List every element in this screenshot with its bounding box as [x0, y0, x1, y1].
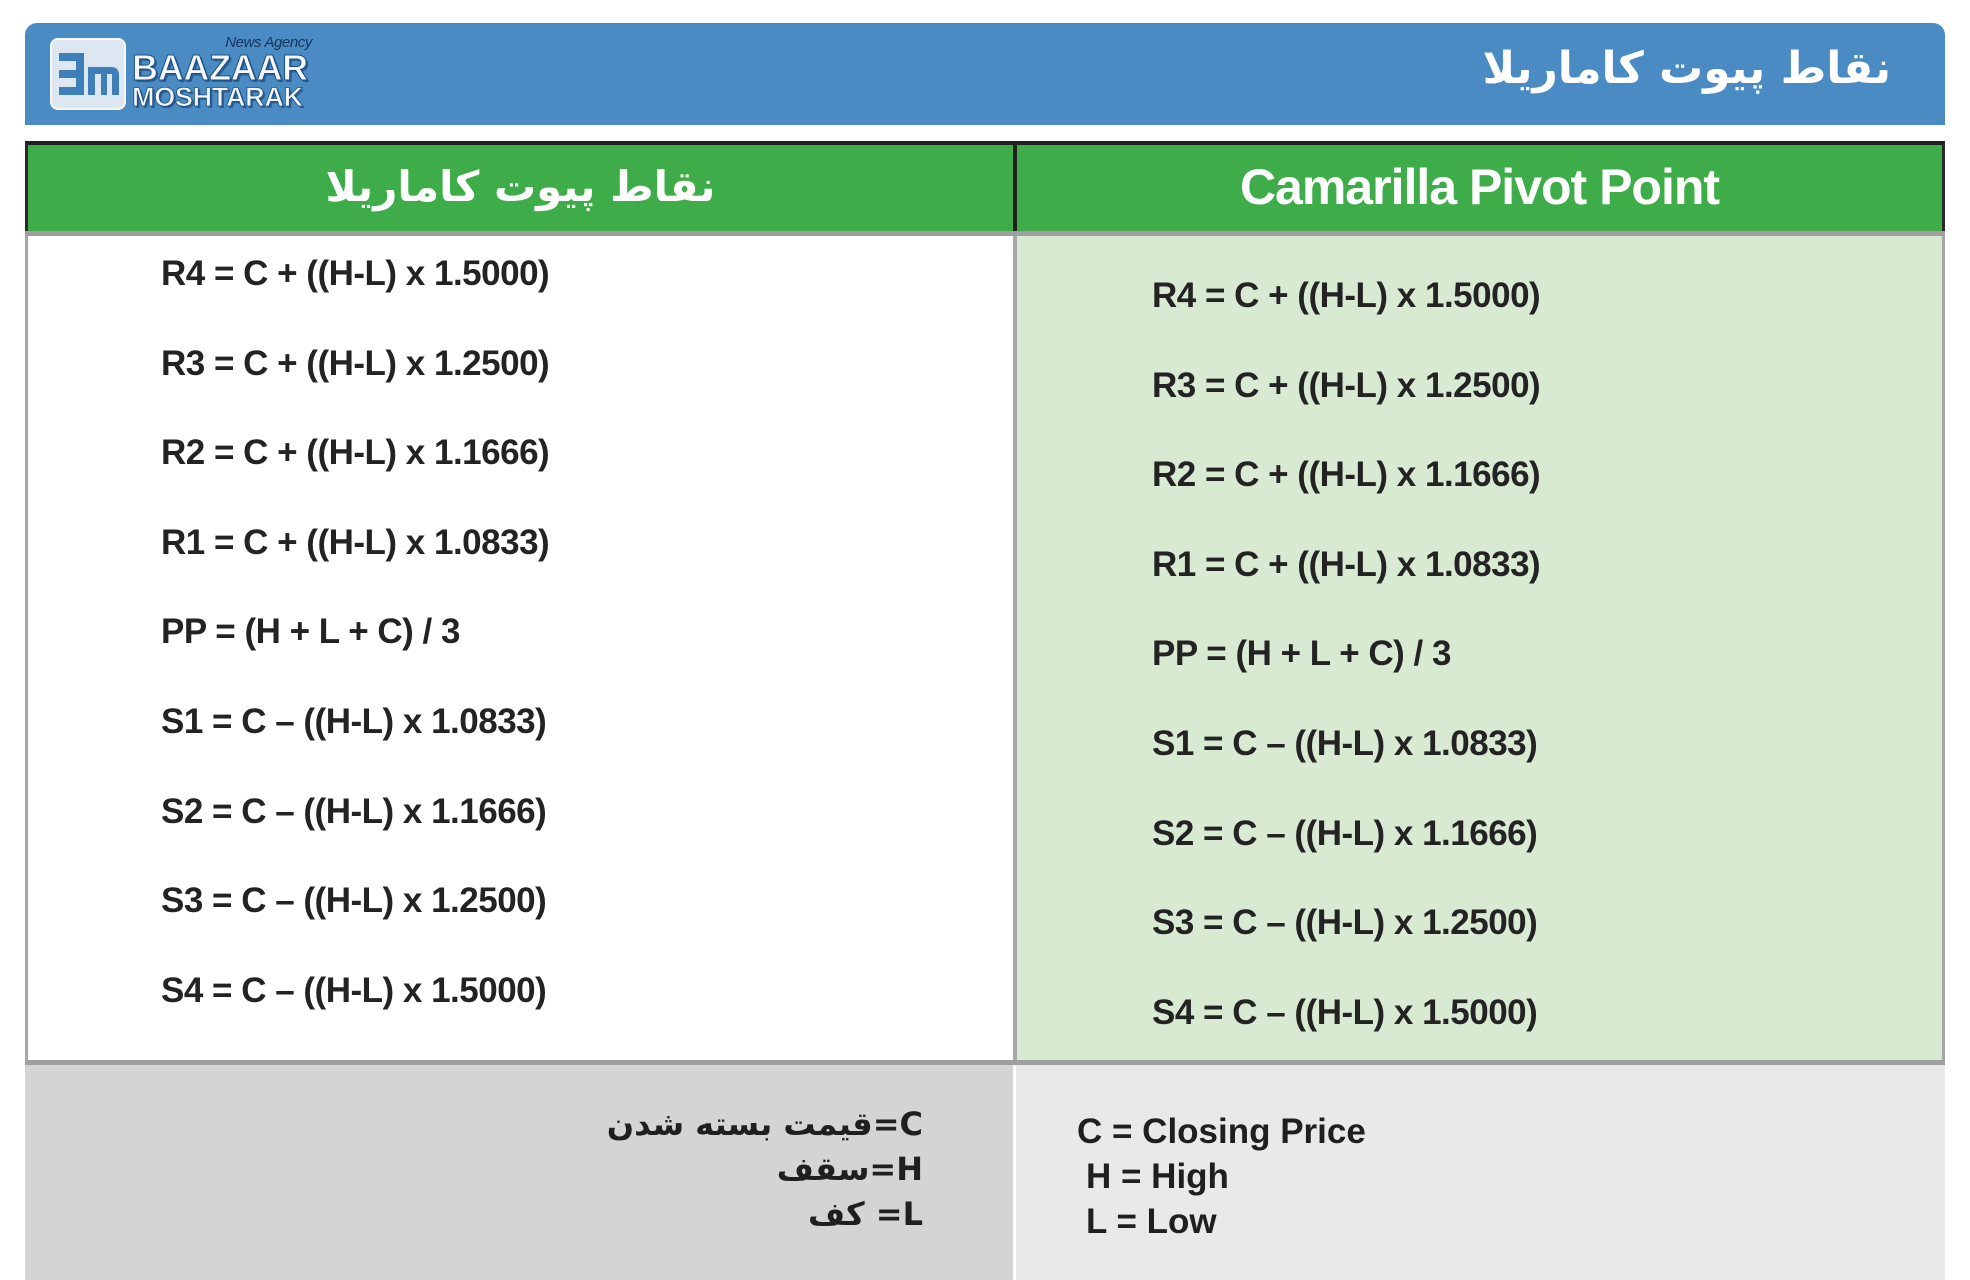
formula-row: S1 = C – ((H-L) x 1.0833): [161, 701, 547, 741]
column-header-english: Camarilla Pivot Point: [1015, 141, 1945, 231]
formula-row: S2 = C – ((H-L) x 1.1666): [1152, 813, 1538, 853]
formula-row: S3 = C – ((H-L) x 1.2500): [1152, 903, 1538, 943]
legend-item: C = Closing Price: [1077, 1112, 1366, 1151]
logo-name-line1: BAAZAAR: [132, 47, 308, 88]
formula-row: PP = (H + L + C) / 3: [1152, 634, 1451, 674]
formula-row: S2 = C – ((H-L) x 1.1666): [161, 791, 547, 831]
legend-item: H = High: [1086, 1157, 1229, 1196]
english-formula-list: [1152, 271, 1540, 1038]
page-title: نقاط پیوت کاماریلا: [1482, 43, 1891, 94]
formula-row: R1 = C + ((H-L) x 1.0833): [1152, 544, 1541, 584]
formula-row: S4 = C – ((H-L) x 1.5000): [1152, 992, 1538, 1032]
formula-row: R4 = C + ((H-L) x 1.5000): [161, 254, 550, 293]
legend-item: L = Low: [1086, 1202, 1217, 1241]
formula-row: S3 = C – ((H-L) x 1.2500): [161, 881, 547, 921]
legend-item: L= کف: [807, 1195, 923, 1233]
formula-row: R4 = C + ((H-L) x 1.5000): [1152, 276, 1541, 315]
legend-item: H=سقف: [776, 1150, 923, 1188]
formula-row: S4 = C – ((H-L) x 1.5000): [161, 970, 547, 1010]
formula-row: R3 = C + ((H-L) x 1.2500): [161, 343, 550, 383]
formula-row: R3 = C + ((H-L) x 1.2500): [1152, 365, 1541, 405]
formula-row: PP = (H + L + C) / 3: [161, 612, 460, 652]
legend-persian: [480, 1102, 923, 1237]
persian-formula-list: [161, 249, 549, 1016]
formula-row: S1 = C – ((H-L) x 1.0833): [1152, 723, 1538, 763]
column-header-persian: نقاط پیوت کاماریلا: [25, 141, 1015, 231]
logo-tagline: News Agency: [225, 34, 312, 51]
legend-item: C=قیمت بسته شدن: [606, 1105, 923, 1143]
logo-mark-icon: [50, 38, 126, 110]
formula-row: R2 = C + ((H-L) x 1.1666): [1152, 455, 1541, 495]
legend-english: [1077, 1109, 1677, 1244]
logo-name-line2: MOSHTARAK: [132, 82, 303, 112]
formula-row: R2 = C + ((H-L) x 1.1666): [161, 433, 550, 473]
formula-row: R1 = C + ((H-L) x 1.0833): [161, 522, 550, 562]
